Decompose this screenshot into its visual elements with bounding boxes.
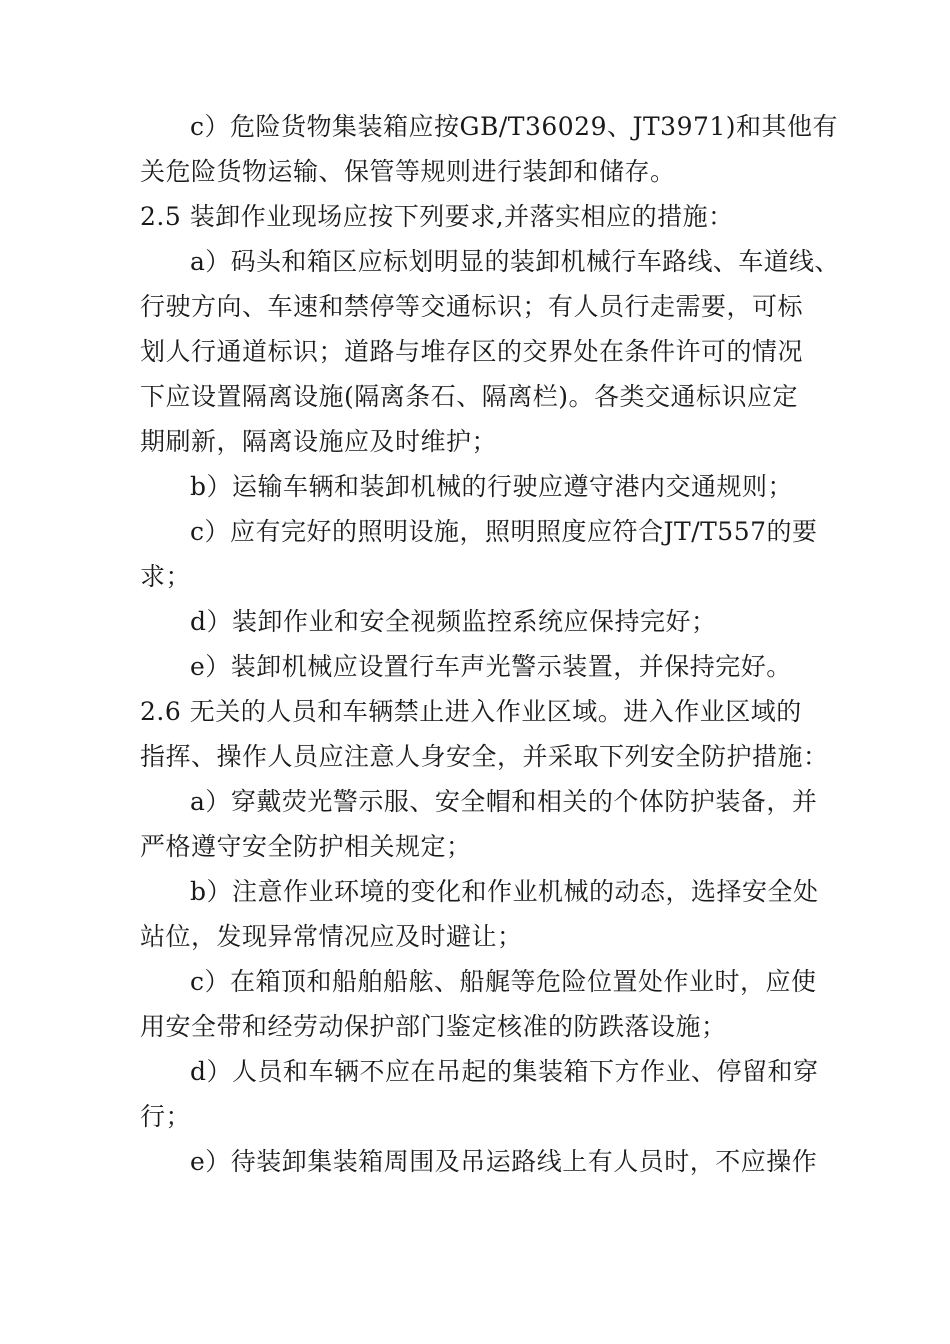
text-line-24: e）待装卸集装箱周围及吊运路线上有人员时，不应操作 — [190, 1147, 818, 1176]
text-line-22: d）人员和车辆不应在吊起的集装箱下方作业、停留和穿 — [190, 1057, 819, 1086]
text-line-7: 下应设置隔离设施(隔离条石、隔离栏)。各类交通标识应定 — [140, 382, 799, 411]
text-line-11: 求； — [140, 562, 192, 591]
section-heading-2-5: 2.5 装卸作业现场应按下列要求,并落实相应的措施： — [140, 202, 734, 231]
text-line-13: e）装卸机械应设置行车声光警示装置，并保持完好。 — [190, 652, 792, 681]
text-line-5: 行驶方向、车速和禁停等交通标识；有人员行走需要，可标 — [140, 292, 804, 321]
text-line-23: 行； — [140, 1102, 192, 1131]
text-line-4: a）码头和箱区应标划明显的装卸机械行车路线、车道线、 — [190, 247, 840, 276]
text-line-15: 指挥、操作人员应注意人身安全，并采取下列安全防护措施： — [140, 742, 829, 771]
text-line-12: d）装卸作业和安全视频监控系统应保持完好； — [190, 607, 717, 636]
text-line-17: 严格遵守安全防护相关规定； — [140, 832, 472, 861]
text-line-18: b）注意作业环境的变化和作业机械的动态，选择安全处 — [190, 877, 819, 906]
text-line-2: 关危险货物运输、保管等规则进行装卸和储存。 — [140, 157, 676, 186]
text-line-6: 划人行通道标识；道路与堆存区的交界处在条件许可的情况 — [140, 337, 804, 366]
text-line-8: 期刷新，隔离设施应及时维护； — [140, 427, 498, 456]
text-line-19: 站位，发现异常情况应及时避让； — [140, 922, 523, 951]
text-line-21: 用安全带和经劳动保护部门鉴定核准的防跌落设施； — [140, 1012, 727, 1041]
text-line-16: a）穿戴荧光警示服、安全帽和相关的个体防护装备，并 — [190, 787, 818, 816]
text-line-10: c）应有完好的照明设施，照明照度应符合JT/T557的要 — [190, 517, 818, 546]
text-line-1: c）危险货物集装箱应按GB/T36029、JT3971)和其他有 — [190, 112, 839, 141]
text-line-20: c）在箱顶和船舶船舷、船艉等危险位置处作业时，应使 — [190, 967, 817, 996]
section-heading-2-6: 2.6 无关的人员和车辆禁止进入作业区域。进入作业区域的 — [140, 697, 802, 726]
text-line-9: b）运输车辆和装卸机械的行驶应遵守港内交通规则； — [190, 472, 794, 501]
